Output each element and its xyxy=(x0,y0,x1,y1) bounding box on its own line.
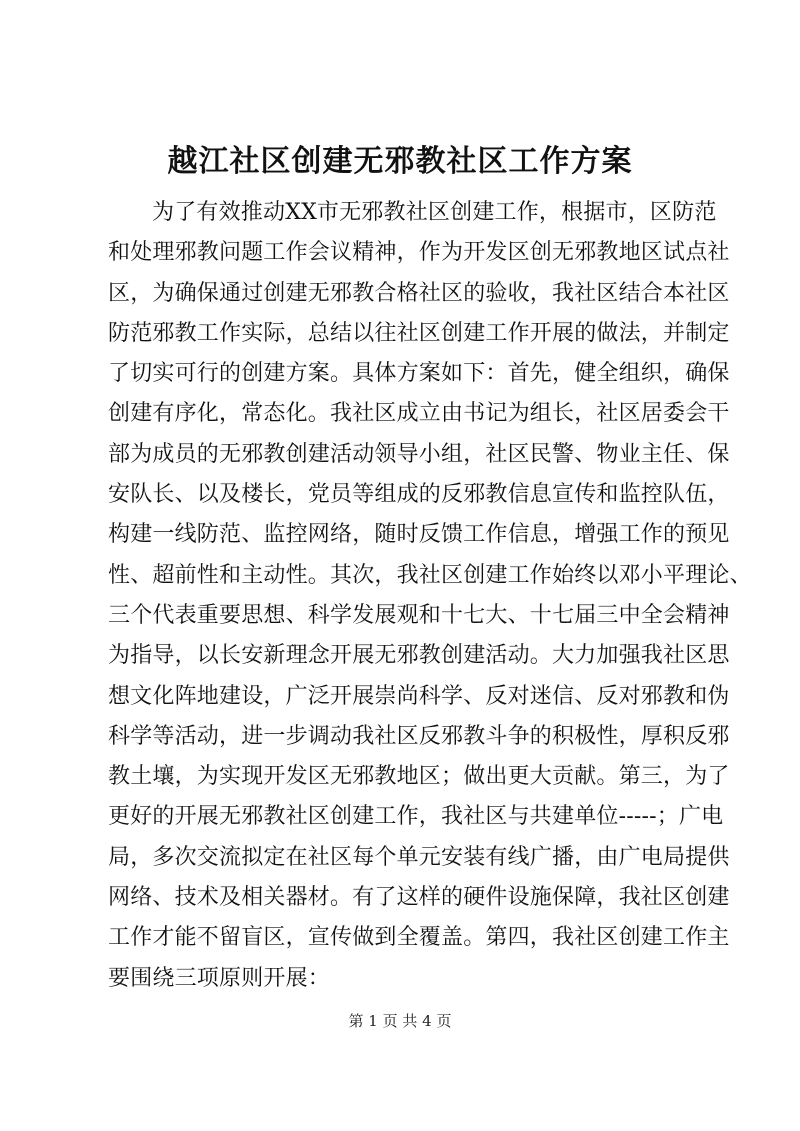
text-line: 创建有序化，常态化。我社区成立由书记为组长，社区居委会干 xyxy=(108,401,730,427)
page-number-footer: 第 1 页 共 4 页 xyxy=(348,1012,452,1030)
text-line: 三个代表重要思想、科学发展观和十七大、十七届三中全会精神 xyxy=(108,602,730,628)
text-line: 更好的开展无邪教社区创建工作，我社区与共建单位-----；广电 xyxy=(108,804,724,830)
text-line: 安队长、以及楼长，党员等组成的反邪教信息宣传和监控队伍， xyxy=(108,482,730,508)
text-line: 教土壤，为实现开发区无邪教地区；做出更大贡献。第三，为了 xyxy=(108,764,730,790)
text-line: 想文化阵地建设，广泛开展崇尚科学、反对迷信、反对邪教和伪 xyxy=(108,683,730,709)
text-line: 局，多次交流拟定在社区每个单元安装有线广播，由广电局提供 xyxy=(108,844,730,870)
text-line: 防范邪教工作实际，总结以往社区创建工作开展的做法，并制定 xyxy=(108,320,730,346)
text-line: 区，为确保通过创建无邪教合格社区的验收，我社区结合本社区 xyxy=(108,280,730,306)
text-line: 部为成员的无邪教创建活动领导小组，社区民警、物业主任、保 xyxy=(108,441,730,467)
text-line: 要围绕三项原则开展： xyxy=(108,965,331,991)
body-paragraph xyxy=(108,193,752,999)
document-title: 越江社区创建无邪教社区工作方案 xyxy=(167,144,633,179)
text-line: 性、超前性和主动性。其次，我社区创建工作始终以邓小平理论、 xyxy=(108,562,752,588)
text-line: 工作才能不留盲区，宣传做到全覆盖。第四，我社区创建工作主 xyxy=(108,925,730,951)
text-line: 为了有效推动XX市无邪教社区创建工作，根据市，区防范 xyxy=(152,200,717,225)
text-line: 网络、技术及相关器材。有了这样的硬件设施保障，我社区创建 xyxy=(108,885,730,911)
text-line: 了切实可行的创建方案。具体方案如下：首先，健全组织，确保 xyxy=(108,361,730,387)
text-line: 为指导，以长安新理念开展无邪教创建活动。大力加强我社区思 xyxy=(108,643,730,669)
text-line: 构建一线防范、监控网络，随时反馈工作信息，增强工作的预见 xyxy=(108,522,730,548)
text-line: 科学等活动，进一步调动我社区反邪教斗争的积极性，厚积反邪 xyxy=(108,723,730,749)
text-line: 和处理邪教问题工作会议精神，作为开发区创无邪教地区试点社 xyxy=(108,240,730,266)
